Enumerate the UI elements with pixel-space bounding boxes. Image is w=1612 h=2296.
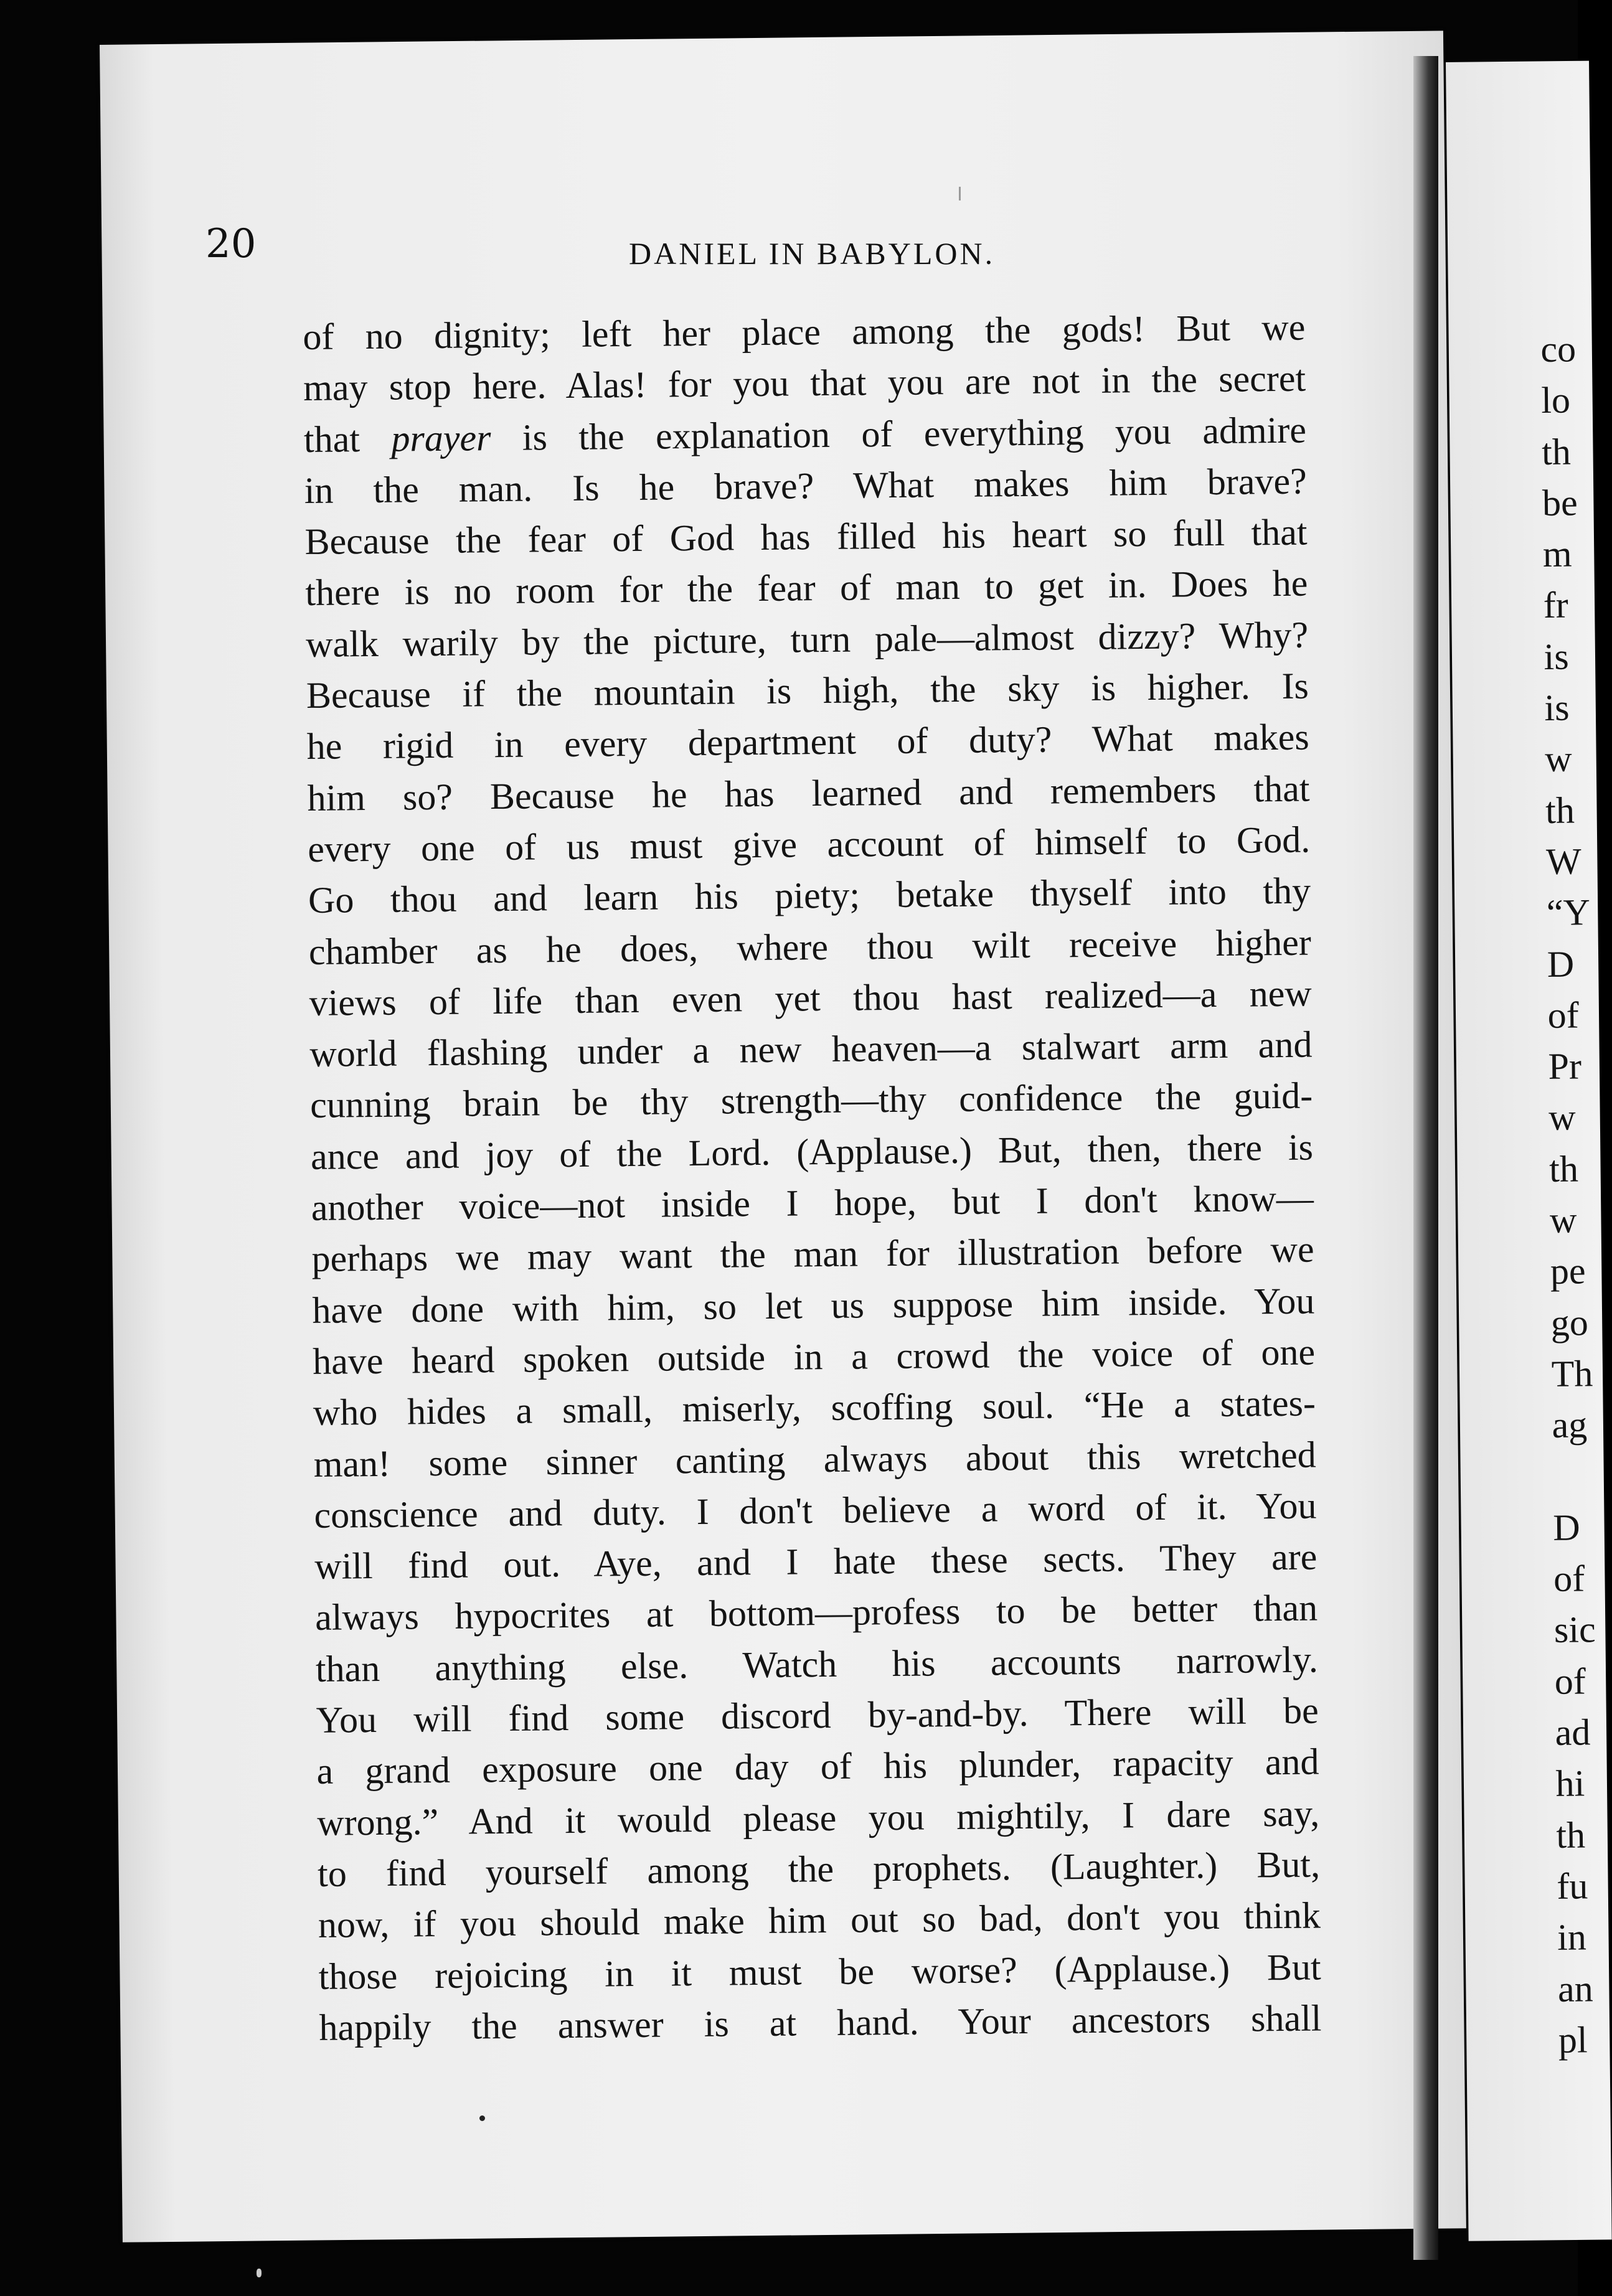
- text-line: he rigid in every department of duty? What makes: [306, 716, 1309, 768]
- facing-page-line: of: [1547, 994, 1579, 1036]
- facing-page-line: pl: [1558, 2019, 1588, 2061]
- paper-mark: [959, 187, 961, 200]
- emphasis-word: prayer: [391, 416, 491, 459]
- body-text: [303, 302, 1322, 2053]
- facing-page-line: go: [1550, 1301, 1589, 1343]
- facing-page-line: D: [1552, 1507, 1580, 1548]
- text-line: will find out. Aye, and I hate these sects. They are: [314, 1536, 1317, 1588]
- text-line: now, if you should make him out so bad, don't you think: [318, 1894, 1321, 1946]
- text-line: have done with him, so let us suppose him inside. You: [312, 1280, 1315, 1331]
- ink-dot: [479, 2115, 485, 2121]
- text-line: of no dignity; left her place among the gods! But we: [303, 306, 1306, 357]
- facing-page-line: W: [1545, 840, 1582, 882]
- text-line: who hides a small, miserly, scoffing soul. “He a states-: [313, 1382, 1316, 1434]
- text-line: there is no room for the fear of man to get in. Does he: [305, 563, 1308, 614]
- facing-page-line: of: [1554, 1660, 1586, 1702]
- facing-page-line: lo: [1540, 379, 1571, 421]
- facing-page-line: D: [1547, 943, 1575, 985]
- facing-page-line: is: [1544, 687, 1570, 729]
- text-line: world flashing under a new heaven—a stalwart arm and: [309, 1023, 1313, 1075]
- text-line: in the man. Is he brave? What makes him brave?: [304, 460, 1308, 511]
- scan-speck: [257, 2269, 262, 2277]
- facing-page-line: w: [1544, 738, 1573, 780]
- facing-page-line: Th: [1551, 1353, 1593, 1395]
- text-line: that prayer is the explanation of everything you admire: [303, 409, 1307, 460]
- text-line: every one of us must give account of himself to God.: [307, 819, 1311, 870]
- facing-page-line: co: [1540, 328, 1577, 370]
- facing-page-line: [1552, 1451, 1603, 1502]
- text-line: You will find some discord by-and-by. There will be: [316, 1690, 1319, 1741]
- facing-page-line: “Y: [1546, 892, 1591, 934]
- facing-page-line: be: [1542, 482, 1578, 524]
- facing-page-line: th: [1548, 1148, 1579, 1190]
- text-line: walk warily by the picture, turn pale—almost dizzy? Why?: [305, 614, 1309, 665]
- facing-page-line: th: [1541, 431, 1572, 473]
- facing-page-line: in: [1557, 1916, 1587, 1959]
- page-gutter: [1413, 56, 1438, 2260]
- facing-page-line: pe: [1550, 1250, 1586, 1292]
- text-line: perhaps we may want the man for illustration before we: [311, 1228, 1314, 1280]
- text-line: Because the fear of God has filled his heart so full that: [304, 511, 1308, 563]
- facing-page-line: fr: [1543, 585, 1569, 626]
- text-line: ance and joy of the Lord. (Applause.) But, then, there is: [310, 1126, 1314, 1177]
- text-line: him so? Because he has learned and remembers that: [307, 768, 1310, 819]
- facing-page-line: th: [1556, 1814, 1586, 1856]
- text-line: than anything else. Watch his accounts narrowly.: [315, 1639, 1319, 1690]
- text-line: man! some sinner canting always about this wretched: [313, 1433, 1317, 1485]
- facing-page-line: sic: [1553, 1609, 1596, 1651]
- facing-page-line: th: [1545, 789, 1575, 831]
- text-line: those rejoicing in it must be worse? (Applause.) But: [318, 1945, 1321, 1997]
- text-line: views of life than even yet thou hast realized—a new: [309, 972, 1312, 1023]
- text-line: always hypocrites at bottom—profess to be better than: [314, 1587, 1318, 1639]
- facing-page-line: hi: [1555, 1762, 1585, 1805]
- facing-page-line: is: [1544, 636, 1569, 677]
- text-line: cunning brain be thy strength—thy confidence the guid-: [309, 1075, 1313, 1126]
- text-line: Go thou and learn his piety; betake thyself into thy: [308, 870, 1311, 921]
- text-line: happily the answer is at hand. Your ancestors shall: [319, 1997, 1322, 2048]
- text-line: to find yourself among the prophets. (Laughter.) But,: [317, 1843, 1321, 1894]
- facing-page-line: Pr: [1548, 1045, 1582, 1088]
- facing-page-line: m: [1542, 533, 1572, 575]
- facing-page-line: fu: [1556, 1865, 1588, 1907]
- text-line: Because if the mountain is high, the sky is higher. Is: [306, 665, 1309, 717]
- facing-page-line: of: [1553, 1558, 1585, 1600]
- text-line: chamber as he does, where thou wilt receive higher: [308, 921, 1312, 972]
- facing-page-line: w: [1548, 1096, 1577, 1139]
- text-line: another voice—not inside I hope, but I don't know—: [311, 1177, 1314, 1228]
- text-line: may stop here. Alas! for you that you are not in the secret: [303, 357, 1306, 409]
- text-line: have heard spoken outside in a crowd the voice of one: [312, 1331, 1316, 1382]
- text-line: a grand exposure one day of his plunder, rapacity and: [316, 1741, 1319, 1792]
- running-title: DANIEL IN BABYLON.: [629, 236, 996, 271]
- facing-page-line: ag: [1552, 1404, 1588, 1446]
- text-line: wrong.” And it would please you mightily, I dare say,: [316, 1792, 1320, 1843]
- text-line: conscience and duty. I don't believe a word of it. You: [314, 1485, 1317, 1536]
- facing-page-line: an: [1557, 1967, 1593, 2010]
- page-number: 20: [205, 221, 257, 267]
- facing-page-line: ad: [1555, 1711, 1591, 1753]
- facing-page-line: w: [1549, 1199, 1577, 1241]
